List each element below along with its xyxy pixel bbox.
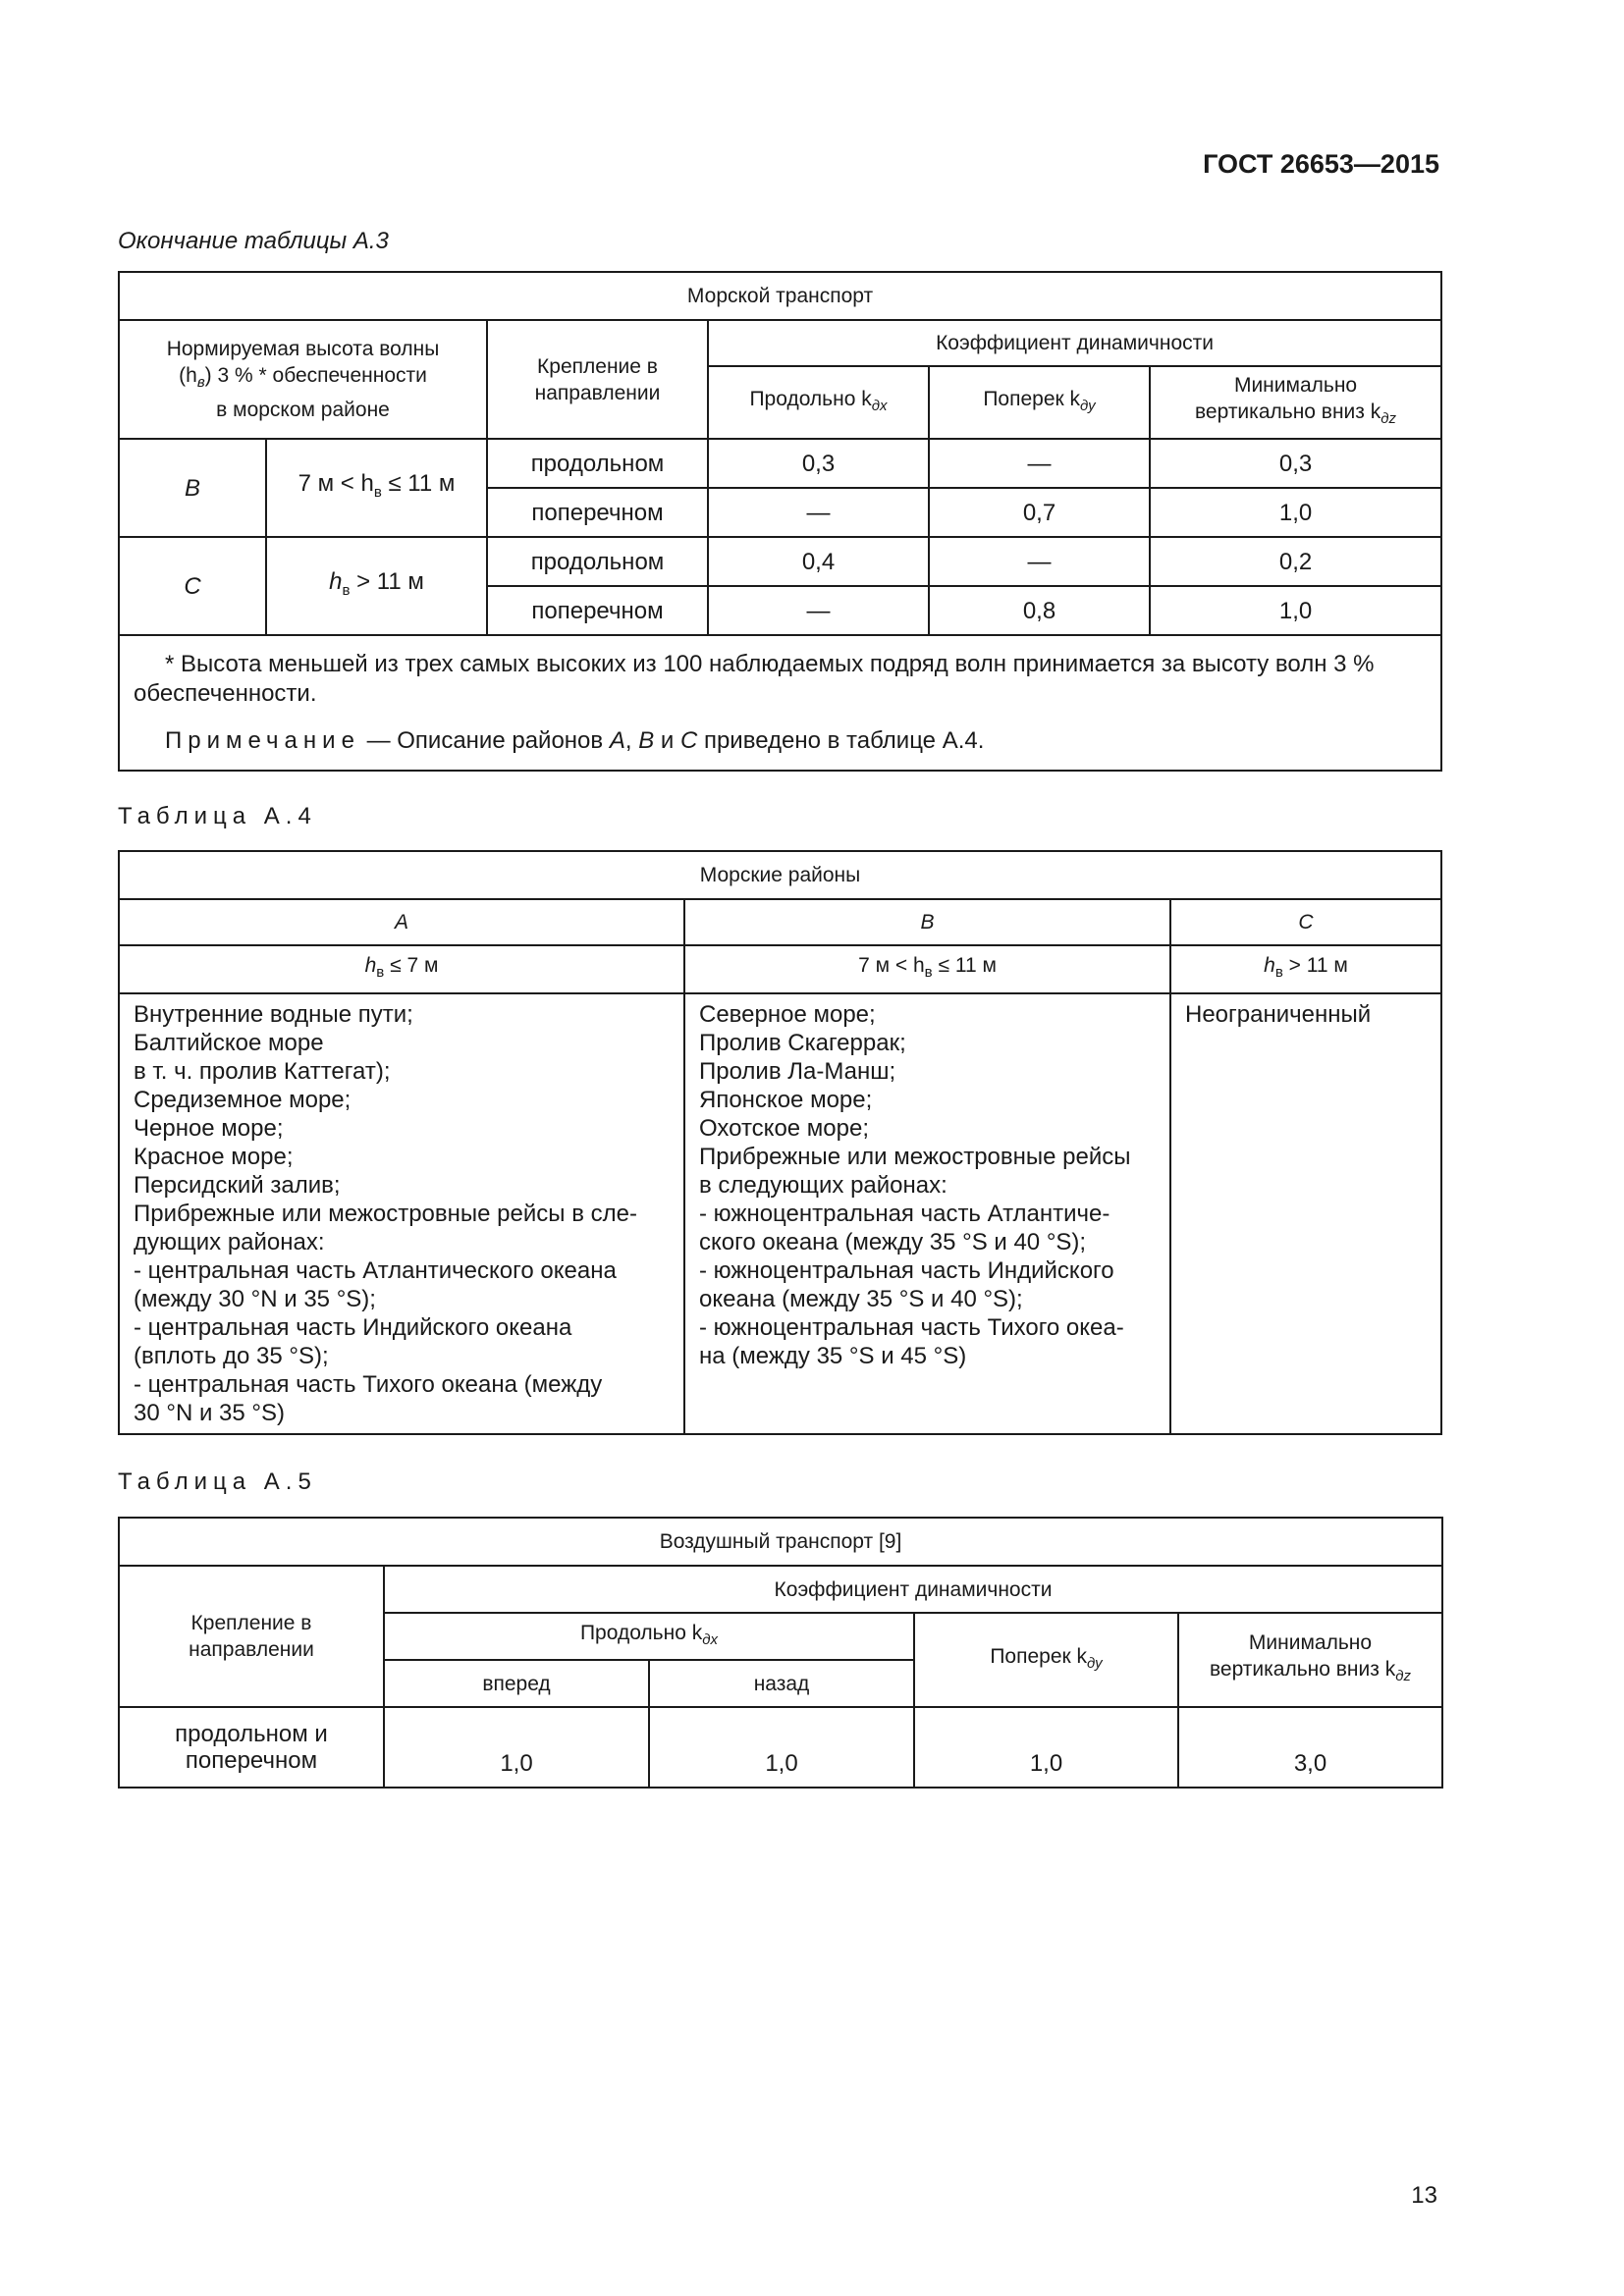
direction-cell: продольном: [487, 537, 708, 586]
list-item: (между 30 °N и 35 °S);: [134, 1286, 376, 1312]
header-vertical: Минимально вертикально вниз $k_{дz}$: [1150, 366, 1441, 439]
list-item: ского океана (между 35 °S и 40 °S);: [699, 1229, 1087, 1255]
list-item: Прибрежные или межостровные рейсы: [699, 1144, 1131, 1170]
table-a4-caption: Таблица А.4: [118, 803, 317, 829]
range-region-c: $h_в > 11$ м: [1170, 945, 1441, 993]
header-fixing-direction: Крепление в направлении: [487, 320, 708, 439]
list-item: Красное море;: [134, 1144, 294, 1170]
list-item: в т. ч. пролив Каттегат);: [134, 1058, 391, 1085]
region-c-list: [1170, 993, 1441, 1434]
region-b-list: [684, 993, 1170, 1434]
header-transverse: Поперек $k_{ду}$: [914, 1613, 1178, 1707]
list-item: (вплоть до 35 °S);: [134, 1343, 329, 1369]
header-wave-height: Нормируемая высота волны $(h_в)$ 3 % * обеспеченности в морском районе: [119, 320, 487, 439]
column-region-a: A: [119, 899, 684, 945]
value-cell: 0,3: [1150, 439, 1441, 488]
list-item: Пролив Скагеррак;: [699, 1030, 906, 1056]
list-item: океана (между 35 °S и 40 °S);: [699, 1286, 1023, 1312]
column-region-c: C: [1170, 899, 1441, 945]
list-item: 30 °N и 35 °S): [134, 1400, 285, 1426]
table-a3-title: Морской транспорт: [119, 272, 1441, 320]
list-item: - южноцентральная часть Индийского: [699, 1257, 1114, 1284]
direction-cell: поперечном: [487, 488, 708, 537]
header-dynamic-coefficient: Коэффициент динамичности: [708, 320, 1441, 366]
list-item: Неограниченный: [1185, 1001, 1372, 1028]
direction-cell: продольном и поперечном: [119, 1707, 384, 1788]
list-item: Персидский залив;: [134, 1172, 341, 1199]
region-cell: B: [119, 439, 266, 537]
region-cell: C: [119, 537, 266, 635]
list-item: - южноцентральная часть Тихого океа-: [699, 1314, 1124, 1341]
value-cell: 0,3: [708, 439, 929, 488]
table-a5: [118, 1517, 1443, 1789]
value-cell: —: [929, 439, 1150, 488]
header-backward: назад: [649, 1660, 914, 1707]
page-number: 13: [1411, 2182, 1437, 2209]
list-item: - южноцентральная часть Атлантиче-: [699, 1201, 1110, 1227]
value-cell: 1,0: [1150, 488, 1441, 537]
value-cell: 0,4: [708, 537, 929, 586]
header-vertical: Минимально вертикально вниз $k_{дz}$: [1178, 1613, 1442, 1707]
footnote: * Высота меньшей из трех самых высоких из 100 наблюдаемых подряд волн принимается за высоту волн 3 % обеспеченности.: [134, 651, 1375, 707]
direction-cell: продольном: [487, 439, 708, 488]
value-cell: 0,7: [929, 488, 1150, 537]
list-item: Пролив Ла-Манш;: [699, 1058, 896, 1085]
table-a3-notes: [119, 635, 1441, 771]
value-cell: 1,0: [1150, 586, 1441, 635]
list-item: Охотское море;: [699, 1115, 870, 1142]
list-item: Балтийское море: [134, 1030, 324, 1056]
list-item: - центральная часть Атлантического океана: [134, 1257, 617, 1284]
header-forward: вперед: [384, 1660, 649, 1707]
list-item: Прибрежные или межостровные рейсы в сле-: [134, 1201, 637, 1227]
table-a4-title: Морские районы: [119, 851, 1441, 899]
table-a3: [118, 271, 1442, 772]
value-cell: —: [929, 537, 1150, 586]
range-region-a: $h_в \le 7$ м: [119, 945, 684, 993]
table-a5-title: Воздушный транспорт [9]: [119, 1518, 1442, 1566]
list-item: в следующих районах:: [699, 1172, 947, 1199]
table-note: Примечание — Описание районов A, B и C приведено в таблице А.4.: [165, 727, 985, 754]
table-a5-caption: Таблица А.5: [118, 1468, 317, 1495]
list-item: дующих районах:: [134, 1229, 325, 1255]
header-dynamic-coefficient: Коэффициент динамичности: [384, 1566, 1442, 1613]
document-header: ГОСТ 26653—2015: [1203, 149, 1439, 179]
list-item: Средиземное море;: [134, 1087, 352, 1113]
list-item: на (между 35 °S и 45 °S): [699, 1343, 967, 1369]
value-cell: —: [708, 488, 929, 537]
value-cell: —: [708, 586, 929, 635]
value-cell: 3,0: [1178, 1707, 1442, 1788]
list-item: Внутренние водные пути;: [134, 1001, 413, 1028]
header-longitudinal: Продольно $k_{дх}$: [708, 366, 929, 439]
wave-range-cell: $h_в > 11$ м: [266, 537, 487, 635]
column-region-b: B: [684, 899, 1170, 945]
region-a-list: [119, 993, 684, 1434]
wave-range-cell: 7 $м < h_в \le 11$ м: [266, 439, 487, 537]
header-fixing-direction: Крепление в направлении: [119, 1566, 384, 1707]
list-item: - центральная часть Тихого океана (между: [134, 1371, 603, 1398]
value-cell: 1,0: [384, 1707, 649, 1788]
header-transverse: Поперек $k_{ду}$: [929, 366, 1150, 439]
list-item: Черное море;: [134, 1115, 284, 1142]
table-a3-caption: Окончание таблицы А.3: [118, 228, 389, 254]
list-item: - центральная часть Индийского океана: [134, 1314, 572, 1341]
list-item: Северное море;: [699, 1001, 876, 1028]
value-cell: 1,0: [649, 1707, 914, 1788]
value-cell: 1,0: [914, 1707, 1178, 1788]
value-cell: 0,2: [1150, 537, 1441, 586]
list-item: Японское море;: [699, 1087, 873, 1113]
value-cell: 0,8: [929, 586, 1150, 635]
range-region-b: 7 $м < h_в \le 11$ м: [684, 945, 1170, 993]
header-longitudinal: Продольно $k_{дх}$: [384, 1613, 914, 1660]
direction-cell: поперечном: [487, 586, 708, 635]
table-a4: [118, 850, 1442, 1435]
